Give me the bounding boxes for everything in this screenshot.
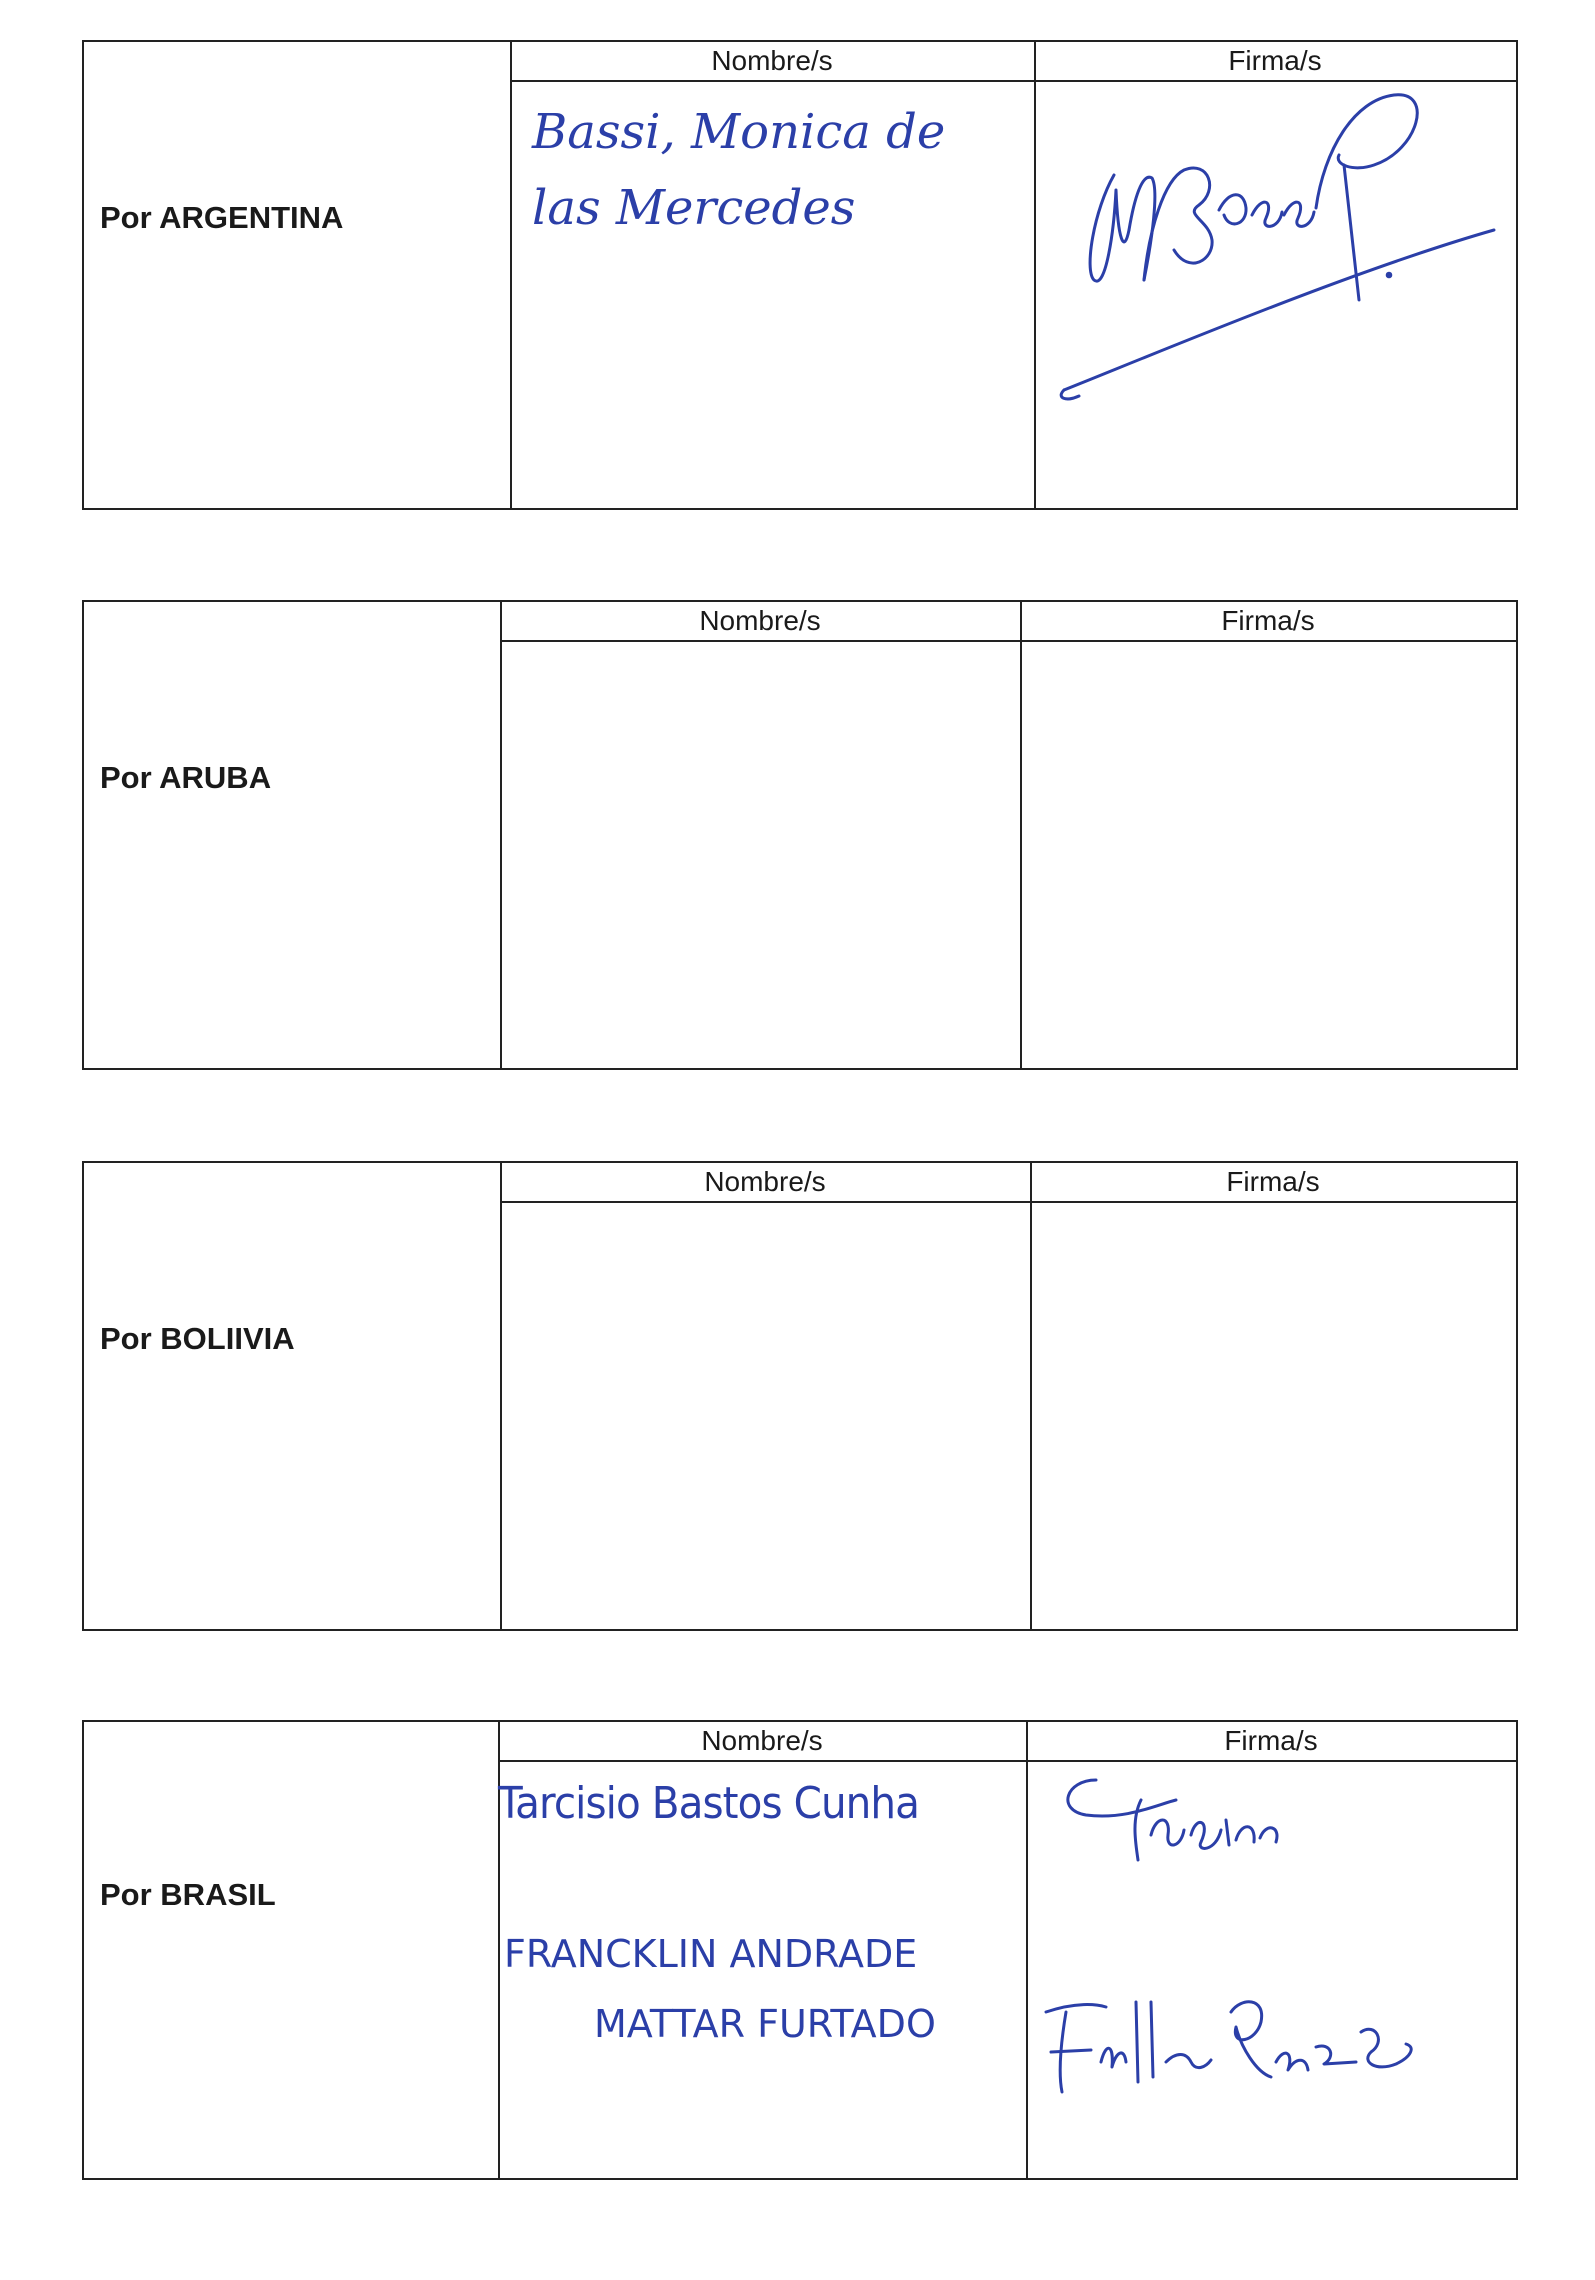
handwritten-name: las Mercedes (532, 180, 856, 236)
names-column (500, 602, 1022, 1068)
signatures-header: Firma/s (1034, 42, 1516, 82)
country-label: Por BRASIL (100, 1877, 276, 1912)
names-header: Nombre/s (498, 1722, 1026, 1762)
names-column (498, 1722, 1028, 2178)
country-cell (84, 42, 512, 508)
country-label: Por ARGENTINA (100, 200, 344, 235)
signatures-column (1034, 42, 1516, 508)
signatures-header: Firma/s (1030, 1163, 1516, 1203)
names-header: Nombre/s (500, 602, 1020, 642)
signatures-column (1020, 602, 1516, 1068)
handwritten-name: FRANCKLIN ANDRADE (504, 1932, 918, 1976)
names-column (500, 1163, 1032, 1629)
country-cell (84, 602, 502, 1068)
names-header: Nombre/s (510, 42, 1034, 82)
signature-brasil-2 (1026, 1952, 1520, 2132)
signature-brasil-1 (1026, 1760, 1520, 1910)
signatures-column (1026, 1722, 1516, 2178)
signature-block-bolivia (82, 1161, 1518, 1631)
country-cell (84, 1722, 500, 2178)
signature-block-argentina (82, 40, 1518, 510)
country-label: Por BOLIIVIA (100, 1321, 295, 1356)
names-header: Nombre/s (500, 1163, 1030, 1203)
signatures-header: Firma/s (1026, 1722, 1516, 1762)
country-label: Por ARUBA (100, 760, 272, 795)
country-cell (84, 1163, 502, 1629)
handwritten-name: Tarcisio Bastos Cunha (498, 1778, 920, 1829)
signature-block-brasil (82, 1720, 1518, 2180)
signature-block-aruba (82, 600, 1518, 1070)
names-column (510, 42, 1036, 508)
handwritten-name: MATTAR FURTADO (594, 2002, 936, 2046)
signatures-column (1030, 1163, 1516, 1629)
signature-argentina (1034, 80, 1518, 510)
handwritten-name: Bassi, Monica de (532, 104, 946, 160)
signatures-header: Firma/s (1020, 602, 1516, 642)
